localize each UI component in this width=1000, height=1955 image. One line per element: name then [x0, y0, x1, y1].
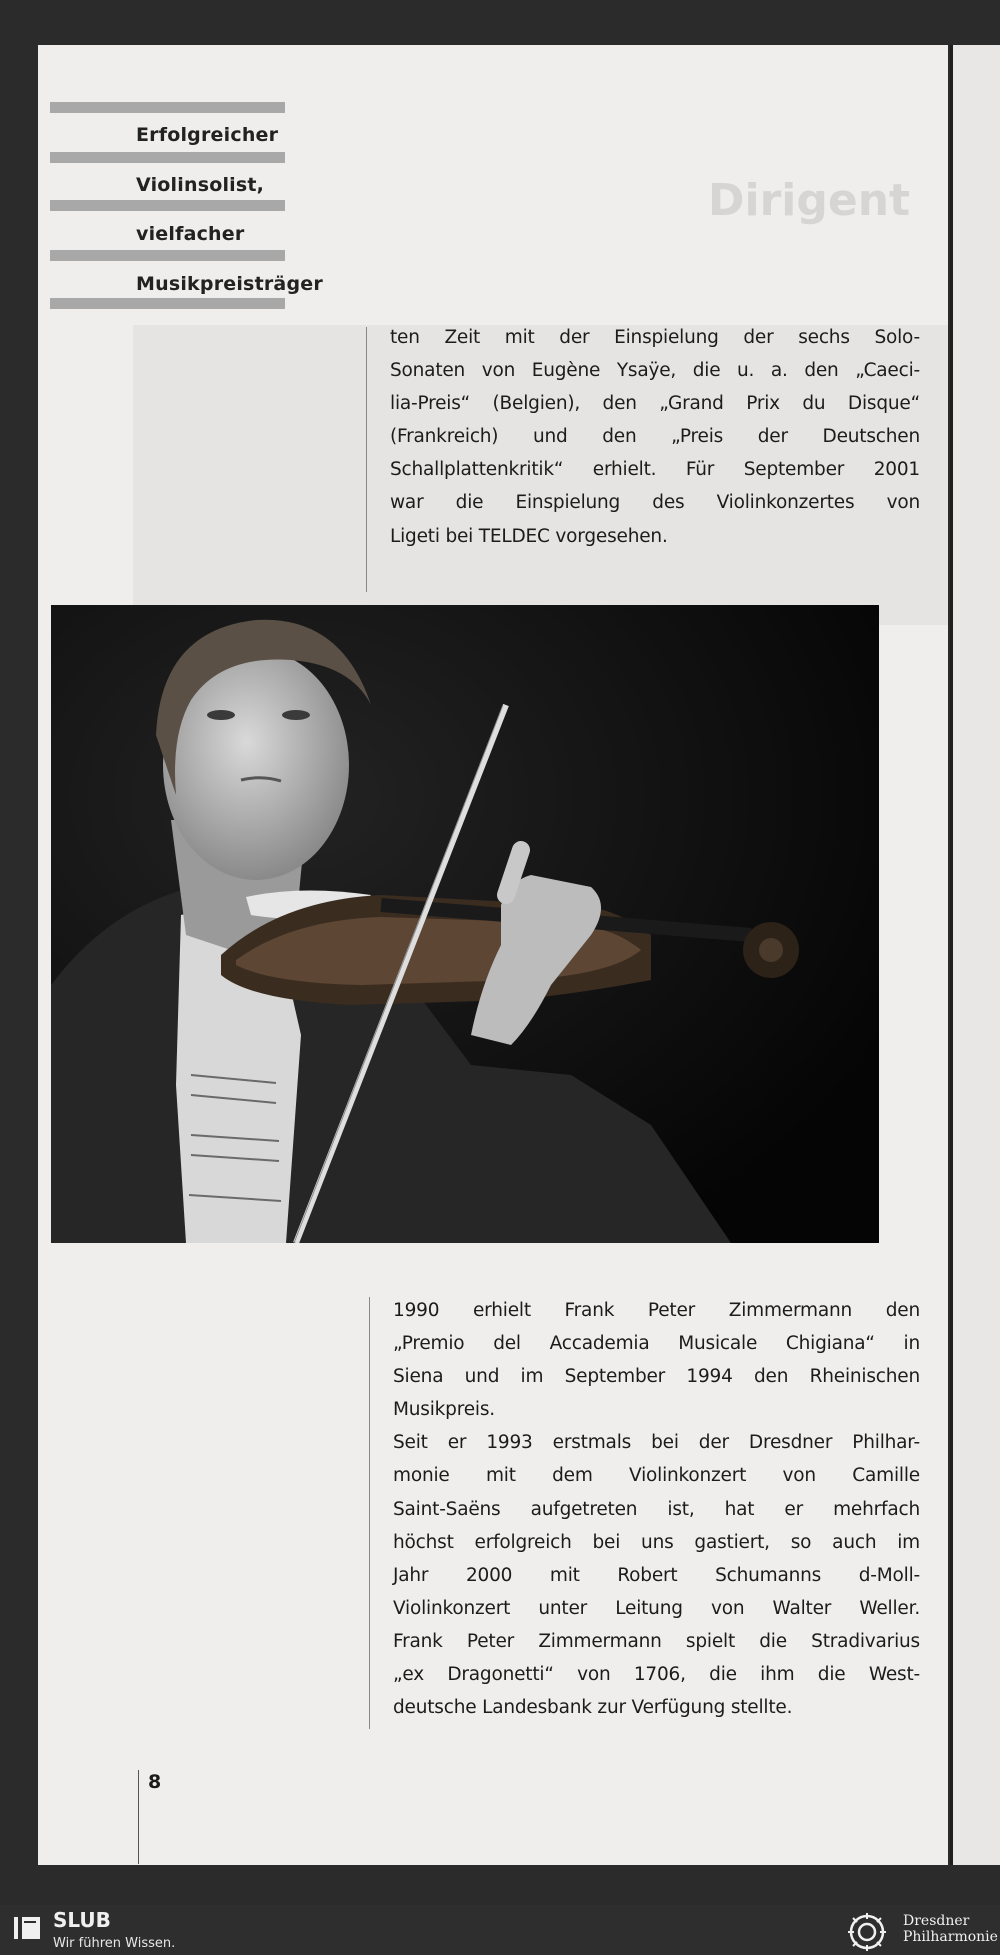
- paragraph-top: [390, 321, 920, 553]
- text-line: ten Zeit mit der Einspielung der sechs Solo-: [390, 327, 920, 348]
- text-line: höchst erfolgreich bei uns gastiert, so auch im: [393, 1531, 920, 1553]
- show-through-text: Dirigent: [708, 175, 911, 226]
- text-line: Siena und im September 1994 den Rheinischen: [393, 1366, 920, 1388]
- library-name[interactable]: SLUB: [53, 1908, 111, 1932]
- text-line: 1990 erhielt Frank Peter Zimmermann den: [393, 1300, 920, 1321]
- text-line: Ligeti bei TELDEC vorgesehen.: [390, 525, 668, 547]
- text-line: war die Einspielung des Violinkonzertes von: [390, 492, 920, 514]
- text-line: monie mit dem Violinkonzert von Camille: [393, 1465, 920, 1487]
- paragraph-bottom: [393, 1294, 920, 1724]
- adjacent-page-edge: [950, 45, 1000, 1865]
- heading-line: Violinsolist,: [136, 173, 265, 196]
- column-rule: [369, 1297, 370, 1729]
- text-line: (Frankreich) und den „Preis der Deutschen: [390, 426, 920, 448]
- page-number: 8: [148, 1771, 162, 1793]
- text-line: lia-Preis“ (Belgien), den „Grand Prix du Disque“: [390, 393, 920, 415]
- column-rule: [366, 327, 367, 592]
- violinist-photo: [51, 605, 879, 1243]
- heading-line: vielfacher: [136, 223, 245, 245]
- page-number-rule: [138, 1770, 139, 1864]
- text-line: Schallplattenkritik“ erhielt. Für September 2001: [390, 459, 920, 481]
- partner-name-line1: Dresdner: [903, 1913, 970, 1929]
- partner-name[interactable]: [903, 1913, 998, 1945]
- sidebar-heading: [136, 123, 323, 321]
- library-tagline: Wir führen Wissen.: [53, 1936, 176, 1951]
- text-line: „Premio del Accademia Musicale Chigiana“ in: [393, 1333, 920, 1355]
- heading-stripe: [50, 102, 285, 113]
- slub-book-icon: [12, 1913, 42, 1943]
- heading-line: Erfolgreicher: [136, 124, 279, 146]
- footer-bar: [0, 1905, 1000, 1955]
- violinist-illustration: [51, 605, 879, 1243]
- text-line: Sonaten von Eugène Ysaÿe, die u. a. den „Caeci-: [390, 360, 920, 382]
- text-line: „ex Dragonetti“ von 1706, die ihm die West-: [393, 1664, 920, 1686]
- text-line: Violinkonzert unter Leitung von Walter Weller.: [393, 1597, 920, 1619]
- brochure-page: [38, 45, 948, 1865]
- text-line: Seit er 1993 erstmals bei der Dresdner Philhar-: [393, 1432, 920, 1454]
- text-line: deutsche Landesbank zur Verfügung stellte.: [393, 1697, 793, 1719]
- partner-name-line2: Philharmonie: [903, 1929, 998, 1945]
- philharmonie-emblem-icon: [842, 1911, 892, 1953]
- heading-line: Musikpreisträger: [136, 272, 323, 295]
- text-line: Saint-Saëns aufgetreten ist, hat er mehrfach: [393, 1498, 920, 1520]
- text-line: Musikpreis.: [393, 1399, 495, 1421]
- text-line: Jahr 2000 mit Robert Schumanns d-Moll-: [393, 1564, 920, 1586]
- text-line: Frank Peter Zimmermann spielt die Stradivarius: [393, 1630, 920, 1652]
